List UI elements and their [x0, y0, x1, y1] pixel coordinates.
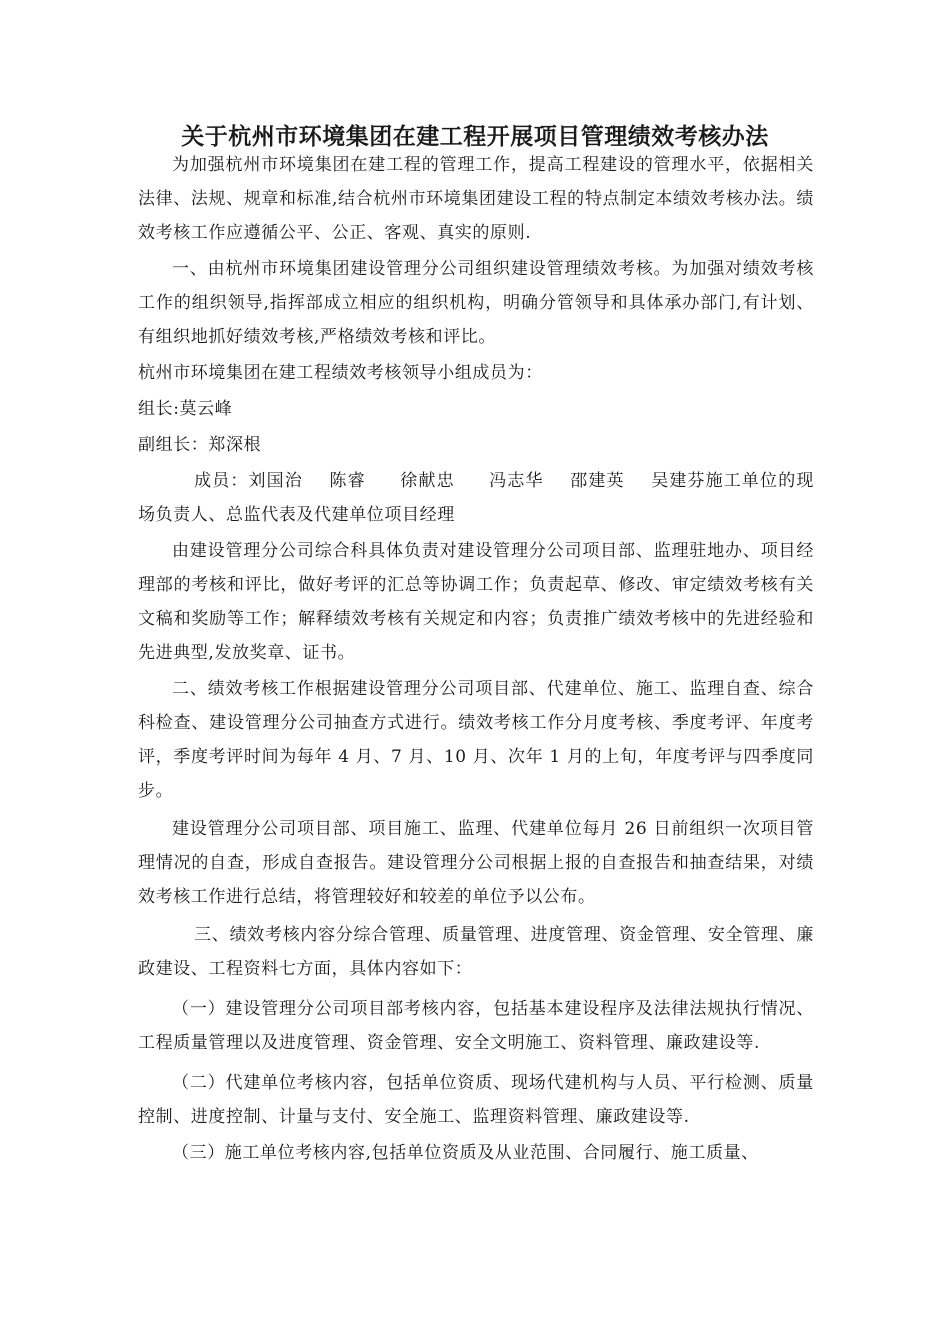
members-label: 成员： — [194, 471, 249, 491]
document-body — [138, 148, 814, 1170]
member-name: 陈睿 — [328, 471, 366, 491]
paragraph-group-members — [138, 464, 814, 532]
member-name: 冯志华 — [488, 471, 544, 491]
paragraph-section-2: 二、绩效考核工作根据建设管理分公司项目部、代建单位、施工、监理自查、综合科检查、建设管理分公司抽查方式进行。绩效考核工作分月度考核、季度考评、年度考评，季度考评时间为每年 4 月、7 月、10 月、次年 1 月的上旬，年度考评与四季度同步。 — [138, 679, 814, 801]
member-name: 刘国治 — [248, 471, 303, 491]
paragraph-duties: 由建设管理分公司综合科具体负责对建设管理分公司项目部、监理驻地办、项目经理部的考核和评比，做好考评的汇总等协调工作；负责起草、修改、审定绩效考核有关文稿和奖励等工作；解释绩效考核有关规定和内容；负责推广绩效考核中的先进经验和先进典型,发放奖章、证书。 — [138, 541, 814, 663]
document-title: 关于杭州市环境集团在建工程开展项目管理绩效考核办法 — [181, 124, 769, 150]
member-name: 吴建芬 — [650, 471, 706, 491]
paragraph-section-3: 三、绩效考核内容分综合管理、质量管理、进度管理、资金管理、安全管理、廉政建设、工程资料七方面，具体内容如下： — [138, 925, 814, 979]
paragraph-section-1: 一、由杭州市环境集团建设管理分公司组织建设管理绩效考核。为加强对绩效考核工作的组织领导,指挥部成立相应的组织机构，明确分管领导和具体承办部门,有计划、有组织地抓好绩效考核,严格绩效考核和评比。 — [138, 259, 814, 347]
members-tail: 施工单位的现场负责人、总监代表及代建单位项目经理 — [138, 471, 814, 525]
paragraph-intro: 为加强杭州市环境集团在建工程的管理工作，提高工程建设的管理水平，依据相关法律、法规、规章和标准,结合杭州市环境集团建设工程的特点制定本绩效考核办法。绩效考核工作应遵循公平、公正、客观、真实的原则. — [138, 155, 814, 243]
paragraph-item-2: （二）代建单位考核内容，包括单位资质、现场代建机构与人员、平行检测、质量控制、进度控制、计量与支付、安全施工、监理资料管理、廉政建设等. — [138, 1073, 814, 1127]
paragraph-group-heading: 杭州市环境集团在建工程绩效考核领导小组成员为： — [138, 363, 543, 383]
member-name: 邵建英 — [569, 471, 625, 491]
paragraph-group-deputy: 副组长：郑深根 — [138, 435, 262, 455]
paragraph-group-leader: 组长:莫云峰 — [138, 399, 233, 419]
paragraph-self-check: 建设管理分公司项目部、项目施工、监理、代建单位每月 26 日前组织一次项目管理情况的自查，形成自查报告。建设管理分公司根据上报的自查报告和抽查结果，对绩效考核工作进行总结，将管理较好和较差的单位予以公布。 — [138, 819, 814, 907]
paragraph-item-1: （一）建设管理分公司项目部考核内容，包括基本建设程序及法律法规执行情况、工程质量管理以及进度管理、资金管理、安全文明施工、资料管理、廉政建设等. — [138, 999, 814, 1053]
paragraph-item-3: （三）施工单位考核内容,包括单位资质及从业范围、合同履行、施工质量、 — [172, 1143, 759, 1163]
member-name: 徐献忠 — [399, 471, 455, 491]
